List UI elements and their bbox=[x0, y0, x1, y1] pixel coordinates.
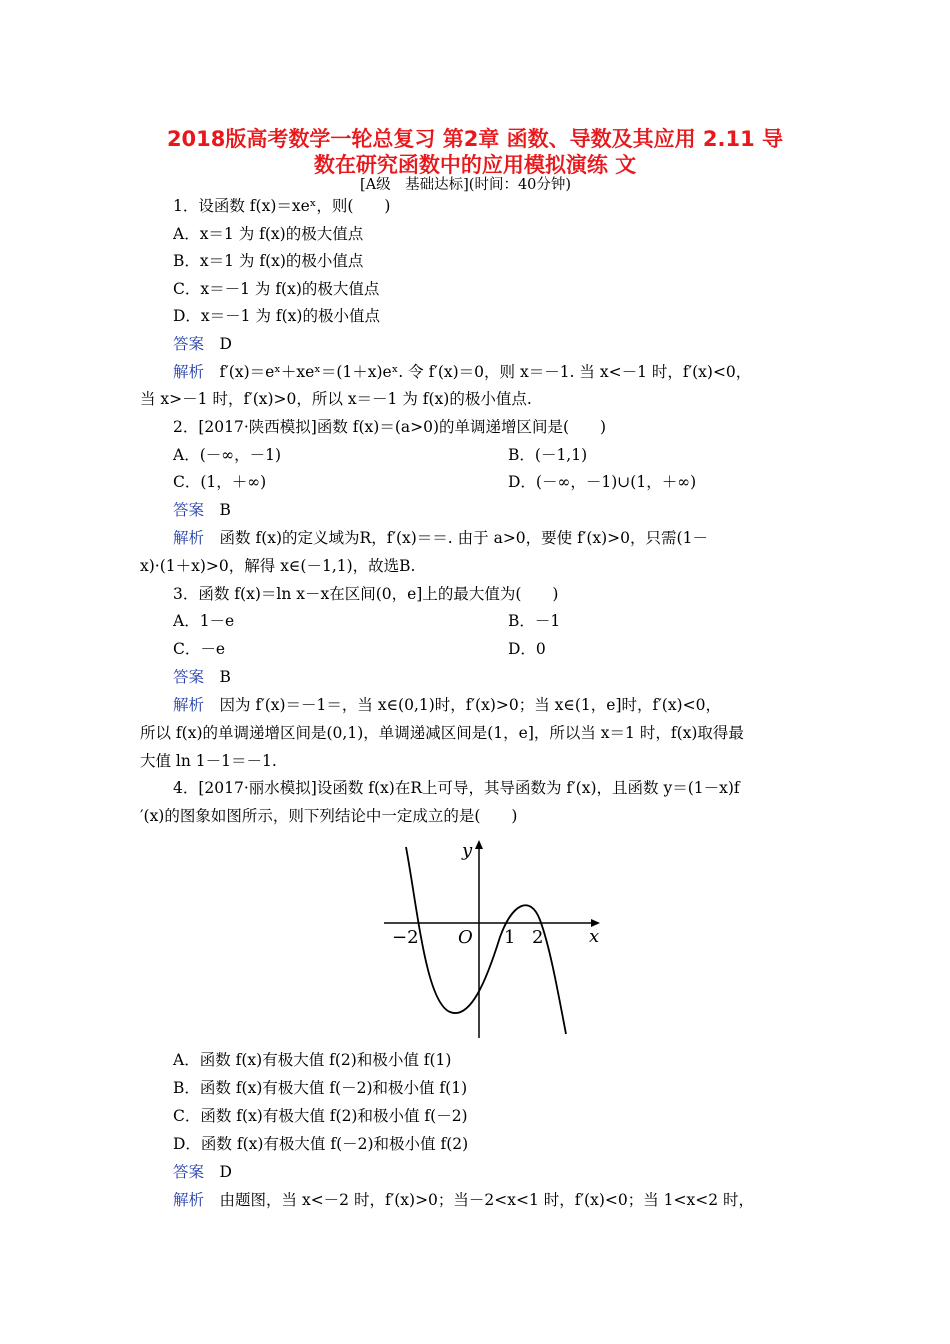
q4-answer bbox=[173, 1162, 823, 1182]
q2-options-row2 bbox=[173, 472, 823, 492]
q2-analysis-line2: x)·(1＋x)>0，解得 x∈(－1,1)，故选B. bbox=[140, 557, 416, 575]
answer-value: D bbox=[219, 335, 232, 353]
analysis-text: 因为 f′(x)＝－1＝，当 x∈(0,1)时，f′(x)>0；当 x∈(1，e]时，f′(x)<0， bbox=[219, 696, 721, 714]
q1-option-a: A．x＝1 为 f(x)的极大值点 bbox=[173, 225, 364, 243]
analysis-text: f′(x)＝eˣ＋xeˣ＝(1＋x)eˣ. 令 f′(x)＝0，则 x＝－1. 当 x<－1 时，f′(x)<0， bbox=[219, 363, 752, 381]
answer-label: 答案 bbox=[173, 335, 205, 353]
q2-stem: 2．[2017·陕西模拟]函数 f(x)＝(a>0)的单调递增区间是( ) bbox=[173, 418, 607, 436]
q4-option-d: D．函数 f(x)有极大值 f(－2)和极小值 f(2) bbox=[173, 1135, 469, 1153]
q1-analysis-line2: 当 x>－1 时，f′(x)>0，所以 x＝－1 为 f(x)的极小值点. bbox=[140, 390, 532, 408]
analysis-text: 由题图，当 x<－2 时，f′(x)>0；当－2<x<1 时，f′(x)<0；当 1<x<2 时， bbox=[219, 1191, 755, 1209]
analysis-text: 函数 f(x)的定义域为R，f′(x)＝＝. 由于 a>0，要使 f′(x)>0，只需(1－ bbox=[219, 529, 708, 547]
analysis-label: 解析 bbox=[173, 1191, 205, 1209]
q2-options-row1 bbox=[173, 445, 823, 465]
q3-analysis-line2: 所以 f(x)的单调递增区间是(0,1)，单调递减区间是(1，e]，所以当 x＝1 时，f(x)取得最 bbox=[140, 724, 744, 742]
q3-analysis-line3: 大值 ln 1－1＝－1. bbox=[140, 752, 277, 770]
q4-stem-line1: 4．[2017·丽水模拟]设函数 f(x)在R上可导，其导函数为 f′(x)，且函数 y＝(1－x)f bbox=[173, 779, 740, 797]
q3-option-c: C．－e bbox=[173, 640, 226, 658]
q4-function-graph bbox=[378, 832, 608, 1046]
q2-answer bbox=[173, 500, 823, 520]
y-axis-label: y bbox=[462, 840, 473, 861]
answer-value: B bbox=[219, 668, 231, 686]
q1-analysis-line1 bbox=[173, 362, 823, 382]
answer-value: B bbox=[219, 501, 231, 519]
doc-title-line2: 数在研究函数中的应用模拟演练 文 bbox=[313, 153, 637, 177]
answer-label: 答案 bbox=[173, 501, 205, 519]
analysis-label: 解析 bbox=[173, 363, 205, 381]
tick-label-2: 2 bbox=[532, 927, 544, 948]
q1-option-d: D．x＝－1 为 f(x)的极小值点 bbox=[173, 307, 380, 325]
q2-option-c: C．(1，＋∞) bbox=[173, 473, 267, 491]
q3-option-d: D．0 bbox=[508, 640, 546, 658]
analysis-label: 解析 bbox=[173, 696, 205, 714]
answer-value: D bbox=[219, 1163, 232, 1181]
tick-label-neg2: −2 bbox=[392, 927, 419, 948]
q3-stem: 3．函数 f(x)＝ln x－x在区间(0，e]上的最大值为( ) bbox=[173, 585, 559, 603]
q1-option-b: B．x＝1 为 f(x)的极小值点 bbox=[173, 252, 364, 270]
q2-option-b: B．(－1,1) bbox=[508, 446, 588, 464]
x-axis-label: x bbox=[589, 926, 600, 947]
analysis-label: 解析 bbox=[173, 529, 205, 547]
q4-stem-line2: ′(x)的图象如图所示，则下列结论中一定成立的是( ) bbox=[140, 807, 518, 825]
q1-stem: 1．设函数 f(x)＝xeˣ，则( ) bbox=[173, 197, 391, 215]
section-subtitle: [A级 基础达标](时间：40分钟) bbox=[360, 177, 572, 193]
q4-analysis-line1 bbox=[173, 1190, 823, 1210]
tick-label-1: 1 bbox=[504, 927, 516, 948]
q1-answer bbox=[173, 334, 823, 354]
q4-option-a: A．函数 f(x)有极大值 f(2)和极小值 f(1) bbox=[173, 1051, 452, 1069]
q1-option-c: C．x＝－1 为 f(x)的极大值点 bbox=[173, 280, 380, 298]
doc-title-line1: 2018版高考数学一轮总复习 第2章 函数、导数及其应用 2.11 导 bbox=[166, 127, 784, 151]
q4-option-c: C．函数 f(x)有极大值 f(2)和极小值 f(－2) bbox=[173, 1107, 468, 1125]
answer-label: 答案 bbox=[173, 1163, 205, 1181]
q3-answer bbox=[173, 667, 823, 687]
q3-option-a: A．1－e bbox=[173, 612, 235, 630]
origin-label: O bbox=[458, 927, 473, 948]
q3-option-b: B．－1 bbox=[508, 612, 561, 630]
q2-option-a: A．(－∞，－1) bbox=[173, 446, 282, 464]
q3-options-row1 bbox=[173, 611, 823, 631]
q3-analysis-line1 bbox=[173, 695, 823, 715]
answer-label: 答案 bbox=[173, 668, 205, 686]
q2-option-d: D．(－∞，－1)∪(1，＋∞) bbox=[508, 473, 697, 491]
q4-option-b: B．函数 f(x)有极大值 f(－2)和极小值 f(1) bbox=[173, 1079, 468, 1097]
y-axis-arrow bbox=[475, 840, 483, 849]
q2-analysis-line1 bbox=[173, 528, 823, 548]
q3-options-row2 bbox=[173, 639, 823, 659]
